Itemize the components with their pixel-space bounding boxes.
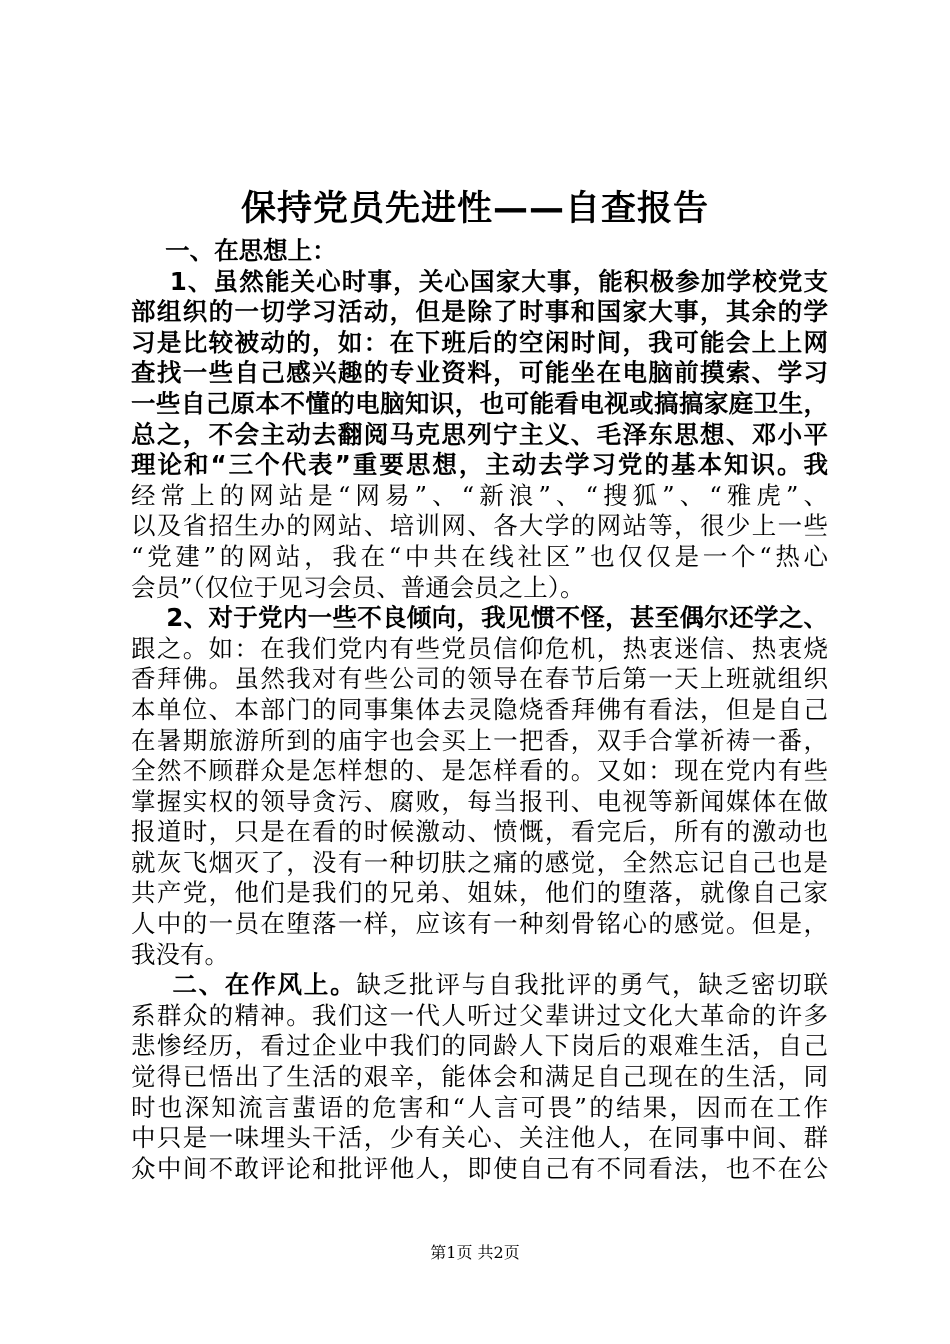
text-line: 本单位、本部门的同事集体去灵隐烧香拜佛有看法，但是自己 — [131, 694, 828, 724]
text-line: 众中间不敢评论和批评他人，即使自己有不同看法，也不在公 — [131, 1153, 828, 1183]
text-line: 香拜佛。虽然我对有些公司的领导在春节后第一天上班就组织 — [131, 664, 828, 694]
text-line: 跟之。如：在我们党内有些党员信仰危机，热衷迷信、热衷烧 — [131, 633, 828, 663]
text-line: 悲惨经历，看过企业中我们的同龄人下岗后的艰难生活，自己 — [131, 1031, 828, 1061]
text-line: 理论和“三个代表”重要思想，主动去学习党的基本知识。我 — [131, 450, 828, 480]
text-line: 查找一些自己感兴趣的专业资料，可能坐在电脑前摸索、学习 — [131, 358, 828, 388]
document-body — [131, 236, 828, 1184]
text-line: 一些自己原本不懂的电脑知识，也可能看电视或搞搞家庭卫生， — [131, 388, 828, 418]
text-line: 1、虽然能关心时事，关心国家大事，能积极参加学校党支 — [131, 266, 828, 296]
document-title: 保持党员先进性——自查报告 — [240, 189, 709, 229]
text-line: 全然不顾群众是怎样想的、是怎样看的。又如：现在党内有些 — [131, 756, 828, 786]
text-line: 就灰飞烟灭了，没有一种切肤之痛的感觉，全然忘记自己也是 — [131, 847, 828, 877]
text-line: 2、对于党内一些不良倾向，我见惯不怪，甚至偶尔还学之、 — [131, 603, 828, 633]
text-line: 在暑期旅游所到的庙宇也会买上一把香，双手合掌祈祷一番， — [131, 725, 828, 755]
text-line: 时也深知流言蜚语的危害和“人言可畏”的结果，因而在工作 — [131, 1092, 828, 1122]
text-line: 共产党，他们是我们的兄弟、姐妹，他们的堕落，就像自己家 — [131, 878, 828, 908]
text-line: 中只是一味埋头干活，少有关心、关注他人，在同事中间、群 — [131, 1123, 828, 1153]
text-line: 会员”（仅位于见习会员、普通会员之上）。 — [131, 572, 585, 602]
text-line: 掌握实权的领导贪污、腐败，每当报刊、电视等新闻媒体在做 — [131, 786, 828, 816]
text-line: 部组织的一切学习活动，但是除了时事和国家大事，其余的学 — [131, 297, 828, 327]
text-line: 报道时，只是在看的时候激动、愤慨，看完后，所有的激动也 — [131, 817, 828, 847]
text-line: 我没有。 — [131, 939, 229, 969]
text-line: 一、在思想上： — [131, 236, 337, 265]
text-line: 经常上的网站是“网易”、“新浪”、“搜狐”、“雅虎”、 — [131, 480, 828, 510]
text-line: 觉得已悟出了生活的艰辛，能体会和满足自己现在的生活，同 — [131, 1062, 828, 1092]
text-line: 总之，不会主动去翻阅马克思列宁主义、毛泽东思想、邓小平 — [131, 419, 828, 449]
text-line: “党建”的网站，我在“中共在线社区”也仅仅是一个“热心 — [131, 541, 828, 571]
page-footer: 第1页 共2页 — [430, 1243, 520, 1262]
text-line: 二、在作风上。缺乏批评与自我批评的勇气，缺乏密切联 — [131, 970, 829, 1000]
text-line: 以及省招生办的网站、培训网、各大学的网站等，很少上一些 — [131, 511, 828, 541]
text-line: 人中的一员在堕落一样，应该有一种刻骨铭心的感觉。但是， — [131, 909, 828, 939]
text-line: 系群众的精神。我们这一代人听过父辈讲过文化大革命的许多 — [131, 1000, 828, 1030]
text-line: 习是比较被动的，如：在下班后的空闲时间，我可能会上上网 — [131, 327, 828, 357]
